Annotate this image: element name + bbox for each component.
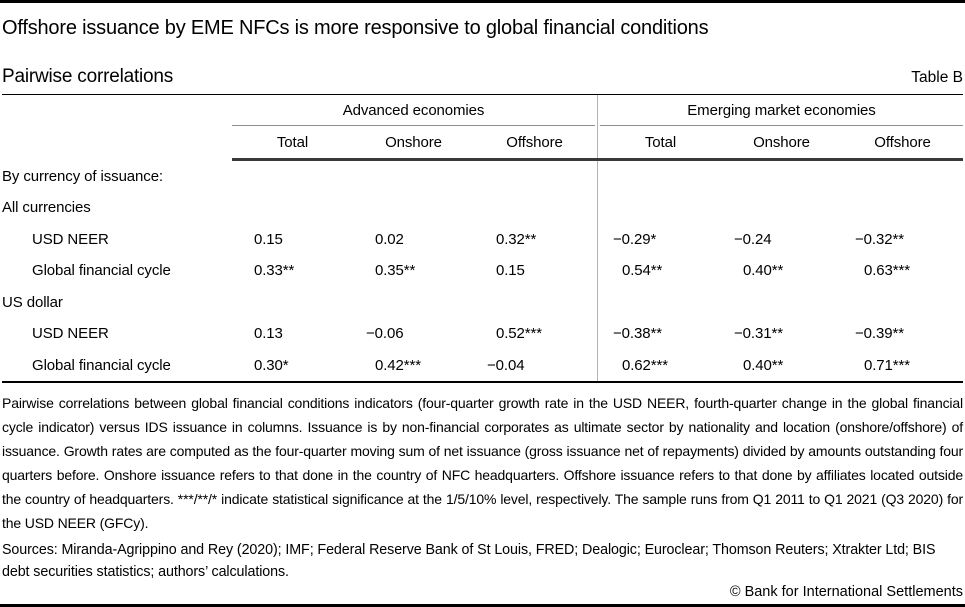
value-cell: −0.04 bbox=[487, 356, 525, 374]
table-row bbox=[2, 350, 963, 382]
column-header-ae-total: Total bbox=[276, 133, 309, 151]
row-label: Global financial cycle bbox=[32, 356, 171, 374]
table-row bbox=[2, 318, 963, 350]
value-cell: 0.02 bbox=[375, 230, 404, 248]
table-body bbox=[2, 161, 963, 382]
sources-note: Sources: Miranda-Agrippino and Rey (2020); IMF; Federal Reserve Bank of St Louis, FRED; Dealogic; Euroclear; Thomson Reuters; Xtrakter Ltd; BIS debt securities statistics; authors’ calculations. bbox=[2, 542, 936, 580]
table-row bbox=[2, 192, 963, 224]
value-cell: 0.62*** bbox=[622, 356, 669, 374]
value-cell: −0.32** bbox=[855, 230, 904, 248]
value-cell: 0.42*** bbox=[375, 356, 422, 374]
value-cell: 0.71*** bbox=[864, 356, 911, 374]
table-row bbox=[2, 255, 963, 287]
value-cell: 0.63*** bbox=[864, 262, 911, 280]
column-group-emerging-market-economies: Emerging market economies bbox=[600, 95, 963, 126]
value-cell: −0.38** bbox=[613, 325, 662, 343]
value-cell: −0.24 bbox=[734, 230, 772, 248]
column-header-ae-onshore: Onshore bbox=[385, 133, 442, 151]
table-row bbox=[2, 287, 963, 319]
value-cell: 0.40** bbox=[743, 262, 784, 280]
table-footnote: Pairwise correlations between global financial conditions indicators (four-quarter growth rate in the USD NEER, fourth-quarter change in the global financial cycle indicator) versus IDS issuance in columns. Issuance is by non-financial corporates as ultimate sector by nationality and location (onshore/offshore) of issuance. Growth rates are computed as the four-quarter moving sum of net issuance (gross issuance net of repayments) divided by amounts outstanding four quarters before. Onshore issuance refers to that done in the country of NFC headquarters. Offshore issuance refers to that done by affiliates located outside the country of headquarters. ***/**/* indicate statistical significance at the 1/5/10% level, respectively. The sample runs from Q1 2011 to Q1 2021 (Q3 2020) for the USD NEER (GFCy). bbox=[2, 395, 963, 531]
column-header-eme-offshore: Offshore bbox=[874, 133, 931, 151]
table-row bbox=[2, 161, 963, 193]
row-label: USD NEER bbox=[32, 325, 109, 343]
correlation-table bbox=[2, 95, 963, 383]
value-cell: 0.35** bbox=[375, 262, 416, 280]
value-cell: 0.32** bbox=[496, 230, 537, 248]
value-cell: −0.06 bbox=[366, 325, 404, 343]
value-cell: 0.33** bbox=[254, 262, 295, 280]
value-cell: −0.29* bbox=[613, 230, 657, 248]
value-cell: −0.31** bbox=[734, 325, 783, 343]
subtitle-row bbox=[2, 66, 963, 95]
value-cell: 0.30* bbox=[254, 356, 289, 374]
table-number-label: Table B bbox=[911, 69, 963, 86]
column-header-eme-onshore: Onshore bbox=[753, 133, 810, 151]
column-group-advanced-economies: Advanced economies bbox=[232, 95, 595, 126]
row-label: All currencies bbox=[2, 199, 91, 217]
column-header-eme-total: Total bbox=[644, 133, 677, 151]
value-cell: 0.52*** bbox=[496, 325, 543, 343]
column-header-row bbox=[2, 126, 963, 158]
column-header-ae-offshore: Offshore bbox=[506, 133, 563, 151]
copyright-notice: © Bank for International Settlements bbox=[729, 584, 963, 600]
table-header bbox=[2, 95, 963, 158]
value-cell: 0.54** bbox=[622, 262, 663, 280]
table-row bbox=[2, 224, 963, 256]
table-title: Offshore issuance by EME NFCs is more responsive to global financial conditions bbox=[2, 17, 709, 39]
table-subtitle: Pairwise correlations bbox=[2, 66, 174, 87]
value-cell: −0.39** bbox=[855, 325, 904, 343]
value-cell: 0.40** bbox=[743, 356, 784, 374]
value-cell: 0.13 bbox=[254, 325, 283, 343]
row-label: US dollar bbox=[2, 293, 63, 311]
value-cell: 0.15 bbox=[496, 262, 525, 280]
row-label: Global financial cycle bbox=[32, 262, 171, 280]
row-label: USD NEER bbox=[32, 230, 109, 248]
group-header-row bbox=[2, 95, 963, 126]
value-cell: 0.15 bbox=[254, 230, 283, 248]
row-label: By currency of issuance: bbox=[2, 167, 164, 185]
